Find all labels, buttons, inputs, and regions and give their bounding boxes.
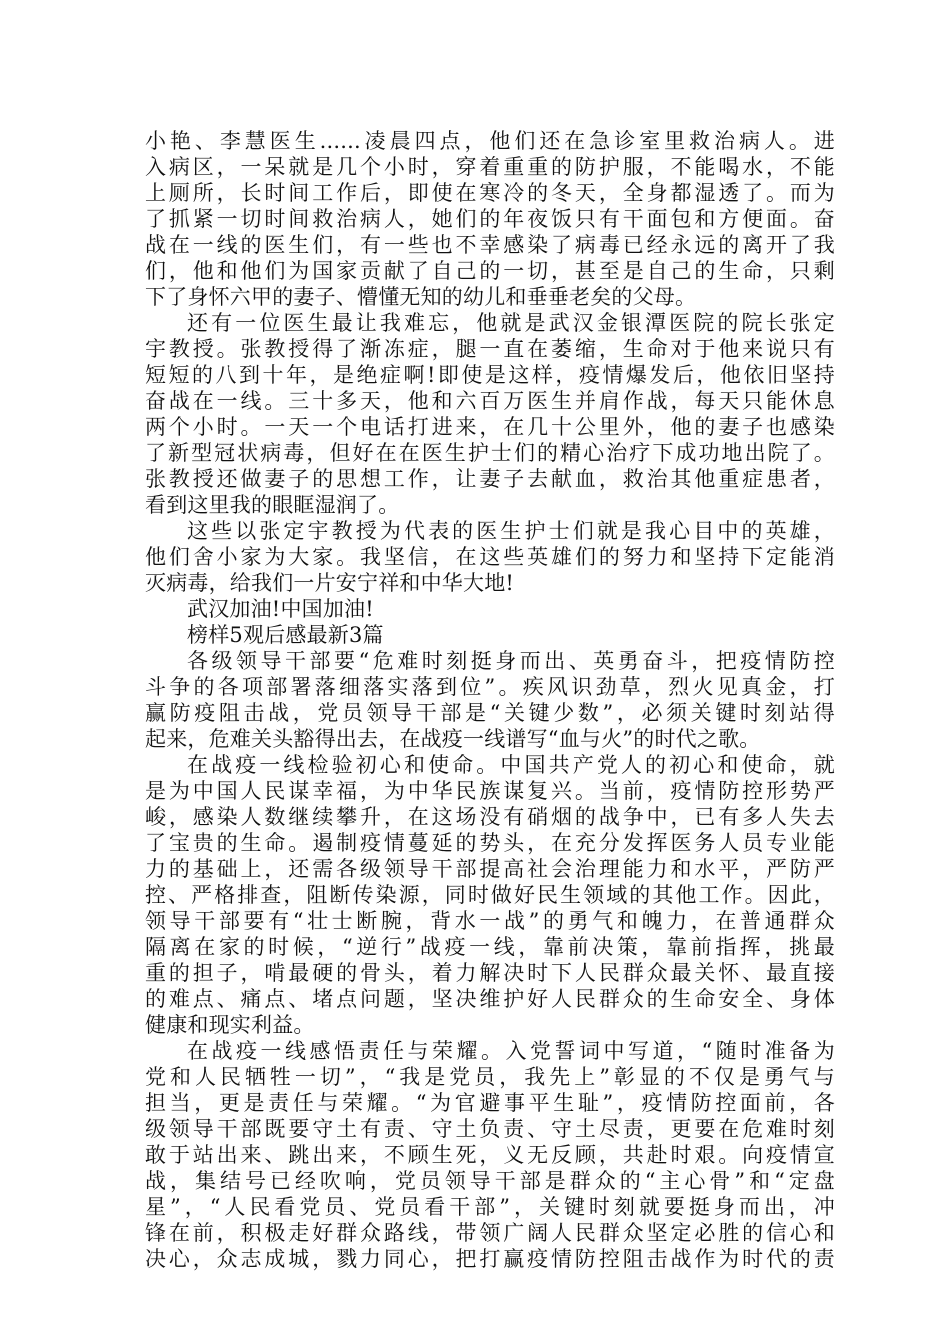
text-line: 了宝贵的生命。遏制疫情蔓延的势头，在充分发挥医务人员专业能 <box>145 831 835 855</box>
text-line: 们，他和他们为国家贡献了自己的一切，甚至是自己的生命，只剩 <box>145 259 835 283</box>
text-line: 级领导干部既要守土有责、守土负责、守土尽责，更要在危难时刻 <box>145 1117 835 1141</box>
text-line: 决心，众志成城，戮力同心，把打赢疫情防控阻击战作为时代的责 <box>145 1247 835 1271</box>
text-line: 星”，“人民看党员、党员看干部”，关键时刻就要挺身而出，冲 <box>145 1195 835 1219</box>
text-line: 奋战在一线。三十多天，他和六百万医生并肩作战，每天只能休息 <box>145 389 835 413</box>
text-line: 敢于站出来、跳出来，不顾生死，义无反顾，共赴时艰。向疫情宣 <box>145 1143 835 1167</box>
text-line: 担当，更是责任与荣耀。“为官避事平生耻”，疫情防控面前，各 <box>145 1091 835 1115</box>
text-line: 党和人民牺牲一切”，“我是党员，我先上”彰显的不仅是勇气与 <box>145 1065 835 1089</box>
text-line: 榜样5观后感最新3篇 <box>187 623 384 647</box>
text-line: 各级领导干部要“危难时刻挺身而出、英勇奋斗，把疫情防控 <box>187 649 835 673</box>
text-line: 宇教授。张教授得了渐冻症，腿一直在萎缩，生命对于他来说只有 <box>145 337 835 361</box>
text-line: 下了身怀六甲的妻子、懵懂无知的幼儿和垂垂老矣的父母。 <box>145 285 697 309</box>
text-line: 控、严格排查，阻断传染源，同时做好民生领域的其他工作。因此， <box>145 883 835 907</box>
text-line: 入病区，一呆就是几个小时，穿着重重的防护服，不能喝水，不能 <box>145 155 835 179</box>
text-line: 了新型冠状病毒，但好在在医生护士们的精心治疗下成功地出院了。 <box>145 441 835 465</box>
text-line: 小艳、李慧医生......凌晨四点，他们还在急诊室里救治病人。进 <box>145 129 835 153</box>
text-line: 上厕所，长时间工作后，即使在寒冷的冬天，全身都湿透了。而为 <box>145 181 835 205</box>
text-line: 健康和现实利益。 <box>145 1013 315 1037</box>
text-line: 在战疫一线检验初心和使命。中国共产党人的初心和使命，就 <box>187 753 835 777</box>
text-line: 他们舍小家为大家。我坚信，在这些英雄们的努力和坚持下定能消 <box>145 545 835 569</box>
text-line: 重的担子，啃最硬的骨头，着力解决时下人民群众最关怀、最直接 <box>145 961 835 985</box>
text-line: 灭病毒，给我们一片安宁祥和中华大地! <box>145 571 515 595</box>
text-line: 短短的八到十年，是绝症啊!即使是这样，疫情爆发后，他依旧坚持 <box>145 363 835 387</box>
text-line: 还有一位医生最让我难忘，他就是武汉金银潭医院的院长张定 <box>187 311 835 335</box>
text-line: 锋在前，积极走好群众路线，带领广阔人民群众坚定必胜的信心和 <box>145 1221 835 1245</box>
text-line: 隔离在家的时候，“逆行”战疫一线，靠前决策，靠前指挥，挑最 <box>145 935 835 959</box>
text-line: 看到这里我的眼眶湿润了。 <box>145 493 400 517</box>
text-line: 两个小时。一天一个电话打进来，在几十公里外，他的妻子也感染 <box>145 415 835 439</box>
text-line: 的难点、痛点、堵点问题，坚决维护好人民群众的生命安全、身体 <box>145 987 835 1011</box>
text-line: 赢防疫阻击战，党员领导干部是“关键少数”，必须关键时刻站得 <box>145 701 835 725</box>
text-line: 力的基础上，还需各级领导干部提高社会治理能力和水平，严防严 <box>145 857 835 881</box>
text-line: 这些以张定宇教授为代表的医生护士们就是我心目中的英雄， <box>187 519 835 543</box>
text-line: 起来，危难关头豁得出去，在战疫一线谱写“血与火”的时代之歌。 <box>145 727 761 751</box>
text-line: 是为中国人民谋幸福，为中华民族谋复兴。当前，疫情防控形势严 <box>145 779 835 803</box>
text-line: 了抓紧一切时间救治病人，她们的年夜饭只有干面包和方便面。奋 <box>145 207 835 231</box>
text-line: 战在一线的医生们，有一些也不幸感染了病毒已经永远的离开了我 <box>145 233 835 257</box>
text-line: 战，集结号已经吹响，党员领导干部是群众的“主心骨”和“定盘 <box>145 1169 835 1193</box>
text-line: 在战疫一线感悟责任与荣耀。入党誓词中写道，“随时准备为 <box>187 1039 835 1063</box>
text-line: 武汉加油!中国加油! <box>187 597 374 621</box>
text-line: 斗争的各项部署落细落实落到位”。疾风识劲草，烈火见真金，打 <box>145 675 835 699</box>
text-line: 峻，感染人数继续攀升，在这场没有硝烟的战争中，已有多人失去 <box>145 805 835 829</box>
text-line: 领导干部要有“壮士断腕，背水一战”的勇气和魄力，在普通群众 <box>145 909 835 933</box>
text-line: 张教授还做妻子的思想工作，让妻子去献血，救治其他重症患者， <box>145 467 835 491</box>
document-body-text <box>145 128 835 1272</box>
